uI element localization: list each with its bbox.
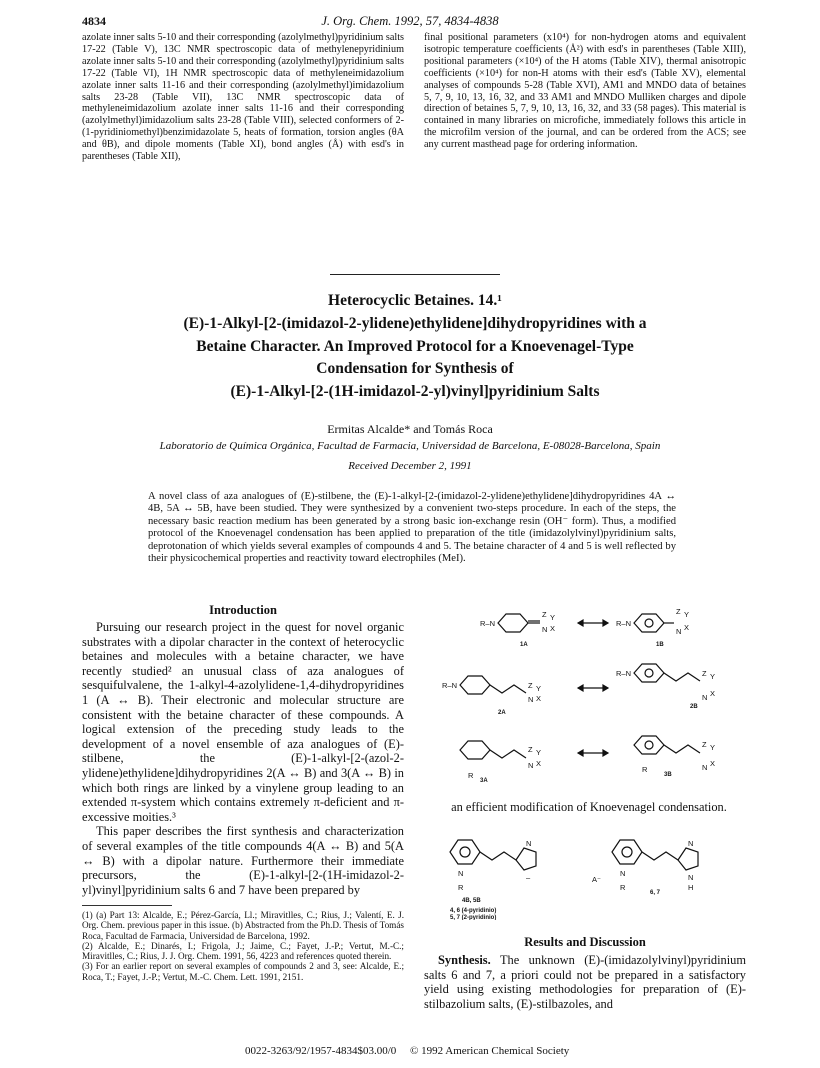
svg-text:R–N: R–N bbox=[616, 669, 632, 678]
article-code: 0022-3263/92/1957-4834$03.00/0 bbox=[245, 1045, 397, 1057]
paragraph: The unknown (E)-(imidazolylvinyl)pyridinium salts 6 and 7, a priori could not be prepared in a satisfactory yield using existing methodologies for preparation of (E)-stilbazolium salts, (E)-stilbazoles, and bbox=[424, 953, 746, 1011]
svg-text:N: N bbox=[620, 869, 626, 878]
svg-text:N: N bbox=[688, 873, 694, 882]
label-2a: 2A bbox=[498, 710, 506, 716]
structure-4b-5b bbox=[450, 839, 536, 904]
structure-1a bbox=[480, 610, 555, 648]
legend-line: 4, 6 (4-pyridinio) bbox=[450, 908, 497, 914]
page-number: 4834 bbox=[82, 14, 106, 28]
affiliation: Laboratorio de Química Orgánica, Facultad de Farmacia, Universidad de Barcelona, E-08028-Barcelona, Spain bbox=[159, 440, 661, 452]
svg-text:Z: Z bbox=[542, 610, 547, 619]
svg-text:Y: Y bbox=[536, 684, 542, 693]
svg-text:N: N bbox=[528, 695, 534, 704]
svg-text:R: R bbox=[468, 771, 474, 780]
article-title bbox=[100, 290, 730, 404]
svg-text:X: X bbox=[710, 759, 716, 768]
svg-text:R–N: R–N bbox=[616, 619, 632, 628]
subsection-lead: Synthesis. bbox=[438, 953, 491, 967]
svg-text:N: N bbox=[526, 839, 532, 848]
introduction-body bbox=[82, 620, 404, 897]
previous-article-text-left: azolate inner salts 5-10 and their corresponding (azolylmethyl)pyridinium salts 17-22 (Table V), 13C NMR spectroscopic data of methylenepyridinium azolate inner salts 5-10 and their corresponding (azolylmethyl)pyridinium salts 17-22 (Table VI), 1H NMR spectroscopic data of methyleneimidazolium azolate inner salts 11-16 and their corresponding (azolylmethyl)imidazolium salts 23-28 (Table VII), 13C NMR spectroscopic data of methyleneimidazolium azolate inner salts 11-16 and their corresponding (azolylmethyl)imidazolium salts 23-28 (Table VIII), selected conformers of 2-(1-pyridiniomethyl)benzimidazolate 5, heats of formation, torsion angles (θA and θB), and dipole moments (Table XI), bond angles (Å) with esd's in parentheses (Table XII), bbox=[82, 32, 404, 163]
svg-text:X: X bbox=[536, 694, 542, 703]
running-header: J. Org. Chem. 1992, 57, 4834-4838 bbox=[321, 14, 499, 28]
svg-text:X: X bbox=[684, 623, 690, 632]
introduction-heading: Introduction bbox=[209, 603, 277, 617]
previous-article-text-right: final positional parameters (x10⁴) for non-hydrogen atoms and equivalent isotropic temperature coefficients (Å²) with esd's in parentheses (Table XIII), positional parameters (×10⁴) of the H atoms (Table XIV), thermal anisotropic coefficients (×10⁴) for non-H atoms with their esd's (Table XV), elemental analyses of compounds 5-28 (Table XVI), AM1 and MNDO data of betaines 5, 7, 9, 10, 13, 16, 32, and 33 AM1 and MNDO Mulliken charges and dipole direction of betaines 5, 7, 9, 10, 13, 16, 32, and 33 (58 pages). This material is contained in many libraries on microfiche, immediately follows this article in the microfilm version of the journal, and can be ordered from the ACS; see any current masthead page for ordering information. bbox=[424, 32, 746, 151]
structure-3a bbox=[460, 741, 541, 784]
svg-text:N: N bbox=[688, 839, 694, 848]
svg-text:N: N bbox=[528, 761, 534, 770]
svg-text:R: R bbox=[458, 883, 464, 892]
abstract: A novel class of aza analogues of (E)-stilbene, the (E)-1-alkyl-[2-(imidazol-2-ylidene)ethylidene]dihydropyridines 4A ↔ 4B, 5A ↔ 5B, have been studied. They were synthesized by a convenient two-steps procedure. In each of the steps, the necessary basic reaction medium has been generated by a strong basic ion-exchange resin (OH⁻ form). Thus, a modified protocol of the Knoevenagel condensation has been applied to preparation of the title (imidazolylvinyl)pyridinium salts, deprotonation of which yields several examples of compounds 4 and 5. The betaine character of 4 and 5 is well reflected by their physicochemical properties and reactivity toward electrophiles (MeI). bbox=[148, 491, 676, 565]
svg-text:N: N bbox=[542, 625, 548, 634]
label-6-7: 6, 7 bbox=[650, 890, 661, 896]
title-line: Heterocyclic Betaines. 14.¹ bbox=[328, 292, 502, 309]
structure-6-7 bbox=[592, 839, 698, 896]
svg-text:N: N bbox=[702, 763, 708, 772]
legend-line: 5, 7 (2-pyridinio) bbox=[450, 915, 497, 920]
svg-text:N: N bbox=[676, 627, 682, 636]
svg-text:X: X bbox=[550, 624, 556, 633]
svg-text:H: H bbox=[688, 883, 694, 892]
svg-text:X: X bbox=[536, 759, 542, 768]
footnote: (3) For an earlier report on several examples of compounds 2 and 3, see: Alcalde, E.; Roca, T.; Fayet, J.-P.; Vertut, M.-C. Chem. Lett. 1991, 2151. bbox=[82, 961, 404, 982]
label-1a: 1A bbox=[520, 642, 528, 648]
label-2b: 2B bbox=[690, 704, 698, 710]
structure-2a bbox=[442, 676, 541, 716]
svg-text:–: – bbox=[526, 873, 531, 882]
authors: Ermitas Alcalde* and Tomás Roca bbox=[327, 422, 493, 436]
svg-text:Z: Z bbox=[528, 681, 533, 690]
svg-text:R–N: R–N bbox=[480, 619, 496, 628]
structure-1b bbox=[616, 607, 689, 648]
compound-structures bbox=[428, 816, 758, 920]
label-4b-5b: 4B, 5B bbox=[462, 898, 481, 904]
footnote: (1) (a) Part 13: Alcalde, E.; Pérez-García, Ll.; Miravitlles, C.; Rius, J.; Valentí, E. J. Org. Chem. previous paper in this issue. (b) Abstracted from the Ph.D. Thesis of Tomás Roca, Facultad de Farmacia, Universidad de Barcelona, 1992. bbox=[82, 910, 404, 941]
svg-text:X: X bbox=[710, 689, 716, 698]
svg-text:R: R bbox=[642, 765, 648, 774]
svg-text:Y: Y bbox=[684, 610, 690, 619]
title-line: (E)-1-Alkyl-[2-(1H-imidazol-2-yl)vinyl]pyridinium Salts bbox=[230, 383, 600, 401]
paragraph: This paper describes the first synthesis and characterization of several examples of the title compounds 4(A ↔ B) and 5(A ↔ B) with a dipolar nature. Furthermore their immediate precursors, the (E)-1-alkyl-[2-(1H-imidazol-2-yl)vinyl]pyridinium salts 6 and 7 have been prepared by bbox=[82, 824, 404, 897]
results-heading: Results and Discussion bbox=[524, 935, 646, 949]
svg-text:Y: Y bbox=[550, 613, 556, 622]
svg-text:A⁻: A⁻ bbox=[592, 875, 601, 884]
structure-2b bbox=[616, 664, 715, 710]
separator-rule bbox=[330, 274, 500, 275]
resonance-scheme bbox=[428, 600, 758, 800]
title-line: (E)-1-Alkyl-[2-(imidazol-2-ylidene)ethylidene]dihydropyridines with a bbox=[183, 314, 647, 332]
results-body bbox=[424, 953, 746, 1011]
received-date: Received December 2, 1991 bbox=[348, 460, 472, 472]
structure-3b bbox=[634, 736, 715, 778]
scheme-caption: an efficient modification of Knoevenagel condensation. bbox=[451, 800, 727, 814]
label-1b: 1B bbox=[656, 642, 664, 648]
svg-text:Z: Z bbox=[702, 669, 707, 678]
label-3a: 3A bbox=[480, 778, 488, 784]
svg-text:Z: Z bbox=[702, 740, 707, 749]
title-line: Betaine Character. An Improved Protocol for a Knoevenagel-Type bbox=[196, 337, 634, 355]
footnote-rule bbox=[82, 905, 172, 906]
svg-text:N: N bbox=[702, 693, 708, 702]
svg-text:Y: Y bbox=[536, 748, 542, 757]
svg-text:Z: Z bbox=[676, 607, 681, 616]
svg-text:R–N: R–N bbox=[442, 681, 458, 690]
footnote: (2) Alcalde, E.; Dinarés, I.; Frigola, J.; Jaime, C.; Fayet, J.-P.; Vertut, M.-C.; Miravitlles, C.; Rius, J. J. Org. Chem. 1991, 56, 4223 and references quoted therein. bbox=[82, 940, 404, 962]
footnotes bbox=[82, 910, 404, 982]
paragraph: Pursuing our research project in the quest for novel organic substrates with a dipolar character in the context of heterocyclic betaines and molecules with a betaine character, we have recently studied² an unusual class of aza analogues of sesquifulvalene, the 1-alkyl-4-azolylidene-1,4-dihydropyridines 1 (A ↔ B). Their electronic and molecular structure are consistent with the betaine character of these compounds. A logical extension of the preceding study leads to the development of a novel ensemble of aza analogues of (E)-stilbene, the (E)-1-alkyl-[2-(azol-2-ylidene)ethylidene]dihydropyridines 2(A ↔ B) and 3(A ↔ B) in which both rings are linked by a vinylene group leading to an extended π-system which contains extremely π-deficient and π-excessive moities.³ bbox=[82, 620, 404, 824]
title-line: Condensation for Synthesis of bbox=[316, 360, 514, 378]
svg-text:Y: Y bbox=[710, 743, 716, 752]
svg-text:R: R bbox=[620, 883, 626, 892]
svg-text:N: N bbox=[458, 869, 464, 878]
copyright: © 1992 American Chemical Society bbox=[410, 1045, 570, 1057]
label-3b: 3B bbox=[664, 772, 672, 778]
svg-text:Y: Y bbox=[710, 672, 716, 681]
svg-text:Z: Z bbox=[528, 745, 533, 754]
